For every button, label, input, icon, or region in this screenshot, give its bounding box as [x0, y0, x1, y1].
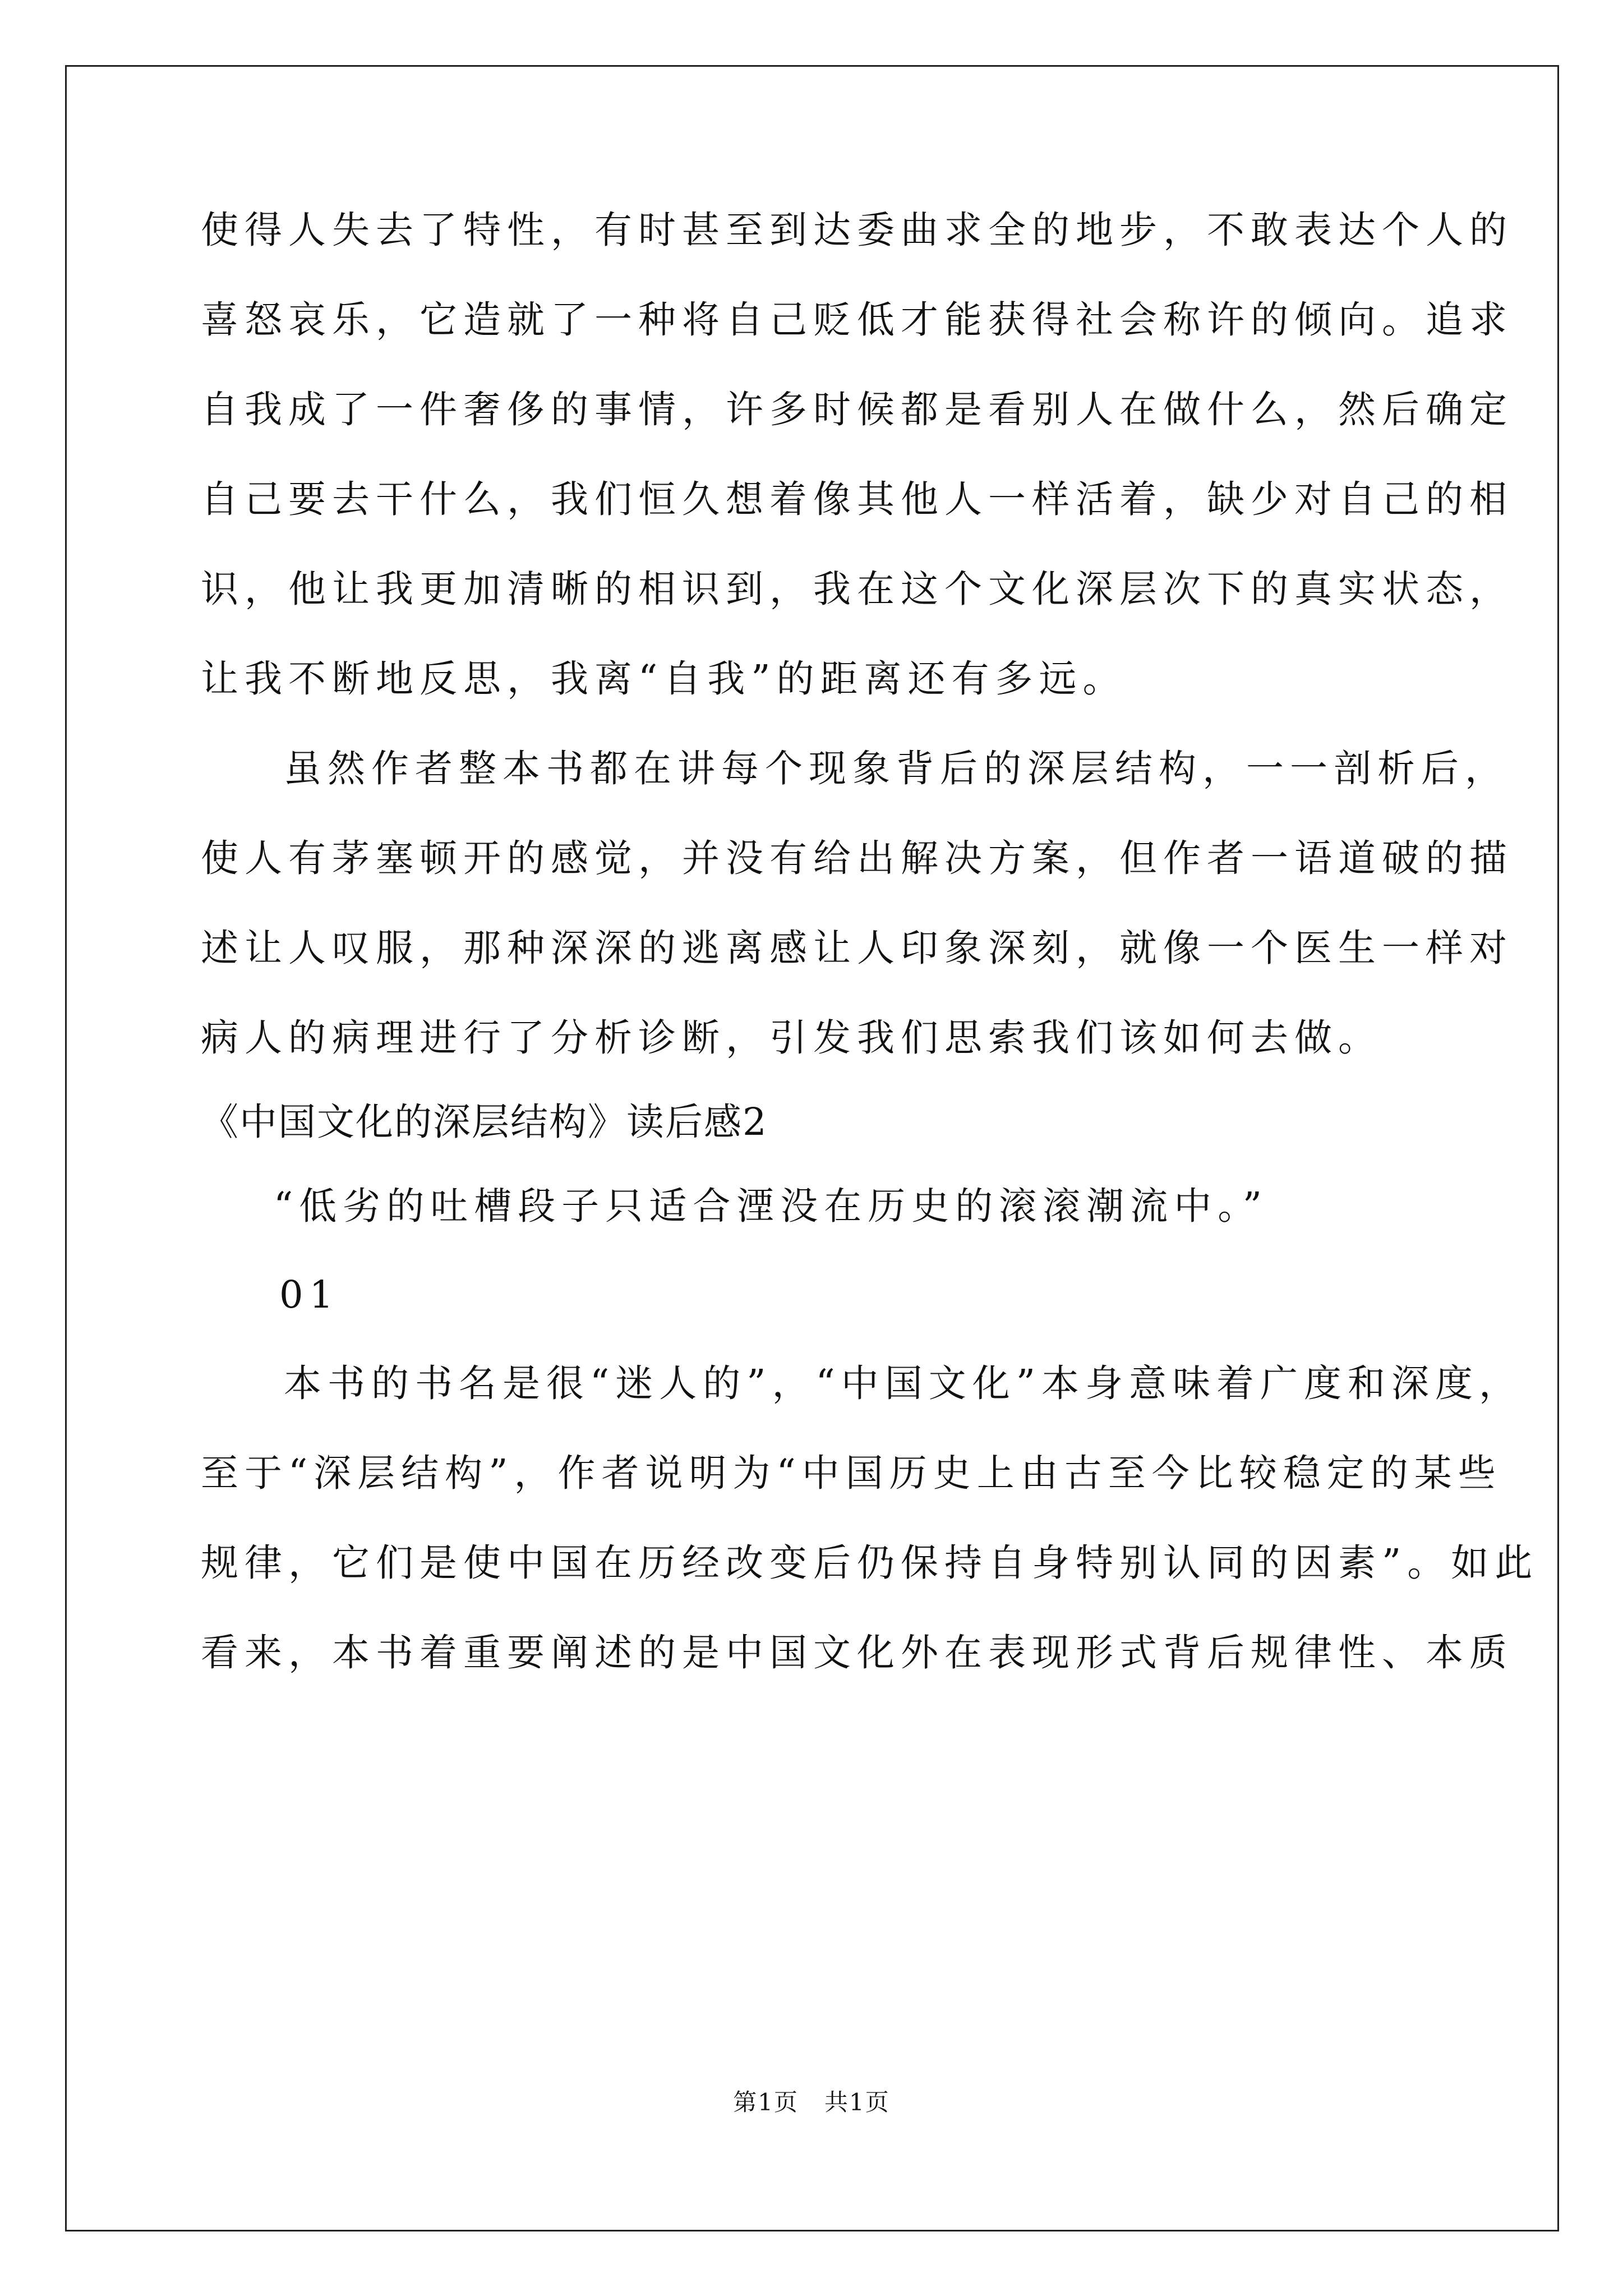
body-line-9: 述让人叹服，那种深深的逃离感让人印象深刻，就像一个医生一样对 — [201, 926, 1513, 970]
body-line-17: 看来，本书着重要阐述的是中国文化外在表现形式背后规律性、本质 — [201, 1631, 1513, 1674]
body-line-3: 自我成了一件奢侈的事情，许多时候都是看别人在做什么，然后确定 — [201, 388, 1513, 431]
body-line-2: 喜怒哀乐，它造就了一种将自己贬低才能获得社会称许的倾向。追求 — [201, 298, 1513, 342]
body-line-16: 规律，它们是使中国在历经改变后仍保持自身特别认同的因素”。如此 — [201, 1541, 1539, 1585]
body-line-8: 使人有茅塞顿开的感觉，并没有给出解决方案，但作者一语道破的描 — [201, 836, 1513, 880]
paragraph-start-line: 虽然作者整本书都在讲每个现象背后的深层结构，一一剖析后， — [284, 747, 1509, 790]
paragraph-start-line: 本书的书名是很“迷人的”，“中国文化”本身意味着广度和深度， — [284, 1361, 1523, 1405]
body-line-10: 病人的病理进行了分析诊断，引发我们思索我们该如何去做。 — [201, 1016, 1382, 1060]
section-heading: 《中国文化的深层结构》读后感2 — [201, 1100, 768, 1144]
body-line-5: 识，他让我更加清晰的相识到，我在这个文化深层次下的真实状态， — [201, 567, 1513, 611]
body-line-15: 至于“深层结构”，作者说明为“中国历史上由古至今比较稳定的某些 — [201, 1451, 1502, 1495]
page-footer: 第1页 共1页 — [733, 2088, 890, 2116]
epigraph-quote: “低劣的吐槽段子只适合湮没在历史的滚滚潮流中。” — [274, 1184, 1269, 1228]
body-line-6: 让我不断地反思，我离“自我”的距离还有多远。 — [201, 657, 1127, 701]
section-number: 01 — [279, 1273, 340, 1317]
body-line-1: 使得人失去了特性，有时甚至到达委曲求全的地步，不敢表达个人的 — [201, 208, 1513, 252]
body-line-4: 自己要去干什么，我们恒久想着像其他人一样活着，缺少对自己的相 — [201, 477, 1513, 521]
